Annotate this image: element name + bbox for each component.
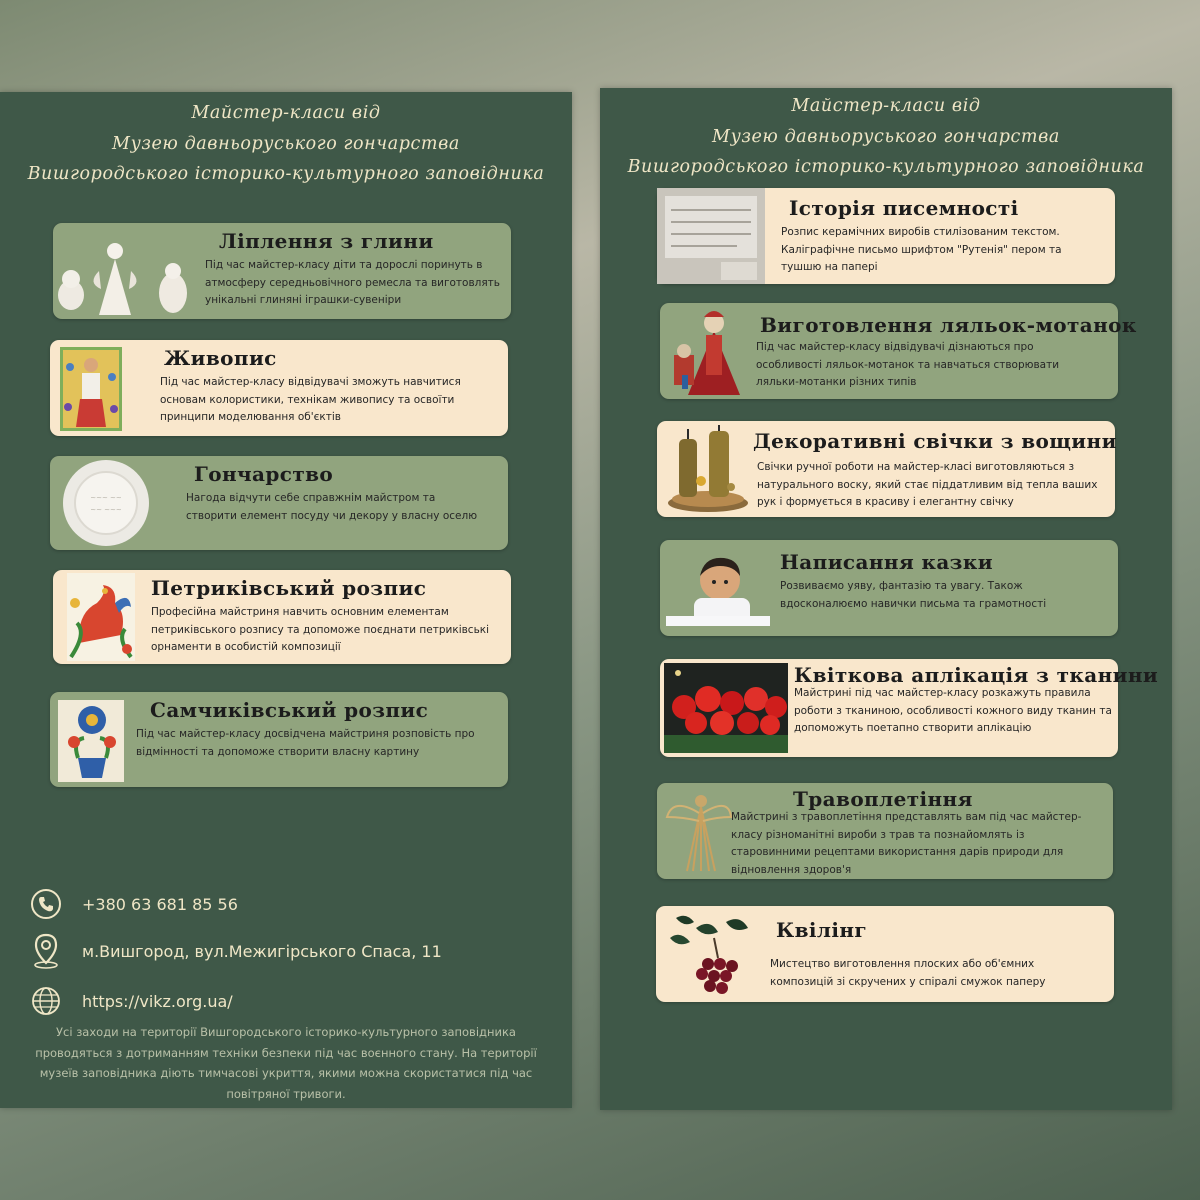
card-description: Розпис керамічних виробів стилізованим текстом. Каліграфічне письмо шрифтом "Рутенія" пером та тушшю на папері bbox=[781, 226, 1062, 273]
right-flyer-panel bbox=[600, 88, 1172, 1110]
svg-text:~~~ ~~: ~~~ ~~ bbox=[90, 494, 122, 502]
card-petrykivka-painting[interactable] bbox=[53, 570, 511, 664]
card-title: Квілінг bbox=[776, 918, 868, 942]
phone-number[interactable]: +380 63 681 85 56 bbox=[82, 894, 238, 914]
card-description: Нагода відчути себе справжнім майстром та створити елемент посуду чи декору у власну оселю bbox=[186, 492, 478, 522]
globe-icon bbox=[30, 985, 62, 1017]
painting-image bbox=[60, 347, 122, 431]
quilling-viburnum-image bbox=[666, 908, 762, 1000]
card-description: Свічки ручної роботи на майстер-класі виготовляються з натурального воску, який стає піддатливим від тепла ваших рук і формується в красиву і елегантну свічку bbox=[757, 461, 1098, 508]
card-description: Майстрині з травоплетіння представлять вам під час майстер-класу різноманітні вироби з трав та познайомлять із старовинними рецептами використання дарів природи для відновлення здоров'я bbox=[731, 811, 1082, 876]
fabric-flowers-image bbox=[664, 663, 788, 753]
samchykivka-flowers-image bbox=[58, 700, 124, 782]
card-straw-weaving[interactable] bbox=[657, 783, 1113, 879]
card-description: Майстрині під час майстер-класу розкажуть правила роботи з тканиною, особливості кожного виду тканин та допоможуть поетапно створити аплікацію bbox=[794, 687, 1112, 734]
card-title: Петриківський розпис bbox=[151, 576, 427, 600]
website-link[interactable]: https://vikz.org.ua/ bbox=[82, 991, 233, 1011]
left-flyer-panel bbox=[0, 92, 572, 1108]
svg-text:~~ ~~~: ~~ ~~~ bbox=[90, 506, 122, 514]
contact-website[interactable] bbox=[30, 984, 233, 1018]
child-thinking-image bbox=[664, 550, 770, 628]
card-title: Травоплетіння bbox=[793, 787, 973, 811]
clay-toys-image bbox=[55, 227, 195, 317]
card-fairy-tale-writing[interactable] bbox=[660, 540, 1118, 636]
header-line-1: Майстер-класи від bbox=[191, 103, 381, 123]
address-text: м.Вишгород, вул.Межигірського Спаса, 11 bbox=[82, 941, 442, 961]
safety-notice: Усі заходи на території Вишгородського історико-культурного заповідника проводяться з дотриманням техніки безпеки під час воєнного стану. На території музеїв заповідника діють тимчасові укриття, якими можна скористатися під час повітряної тривоги. bbox=[35, 1025, 537, 1101]
clay-plate-image bbox=[60, 458, 154, 548]
card-motanka-dolls[interactable] bbox=[660, 303, 1137, 399]
location-pin-icon bbox=[30, 935, 62, 967]
straw-angel-image bbox=[663, 787, 733, 875]
card-clay-modeling[interactable] bbox=[53, 223, 511, 319]
header-line-2: Музею давньоруського гончарства bbox=[712, 127, 1060, 147]
header-line-1: Майстер-класи від bbox=[791, 96, 981, 116]
header-line-3: Вишгородського історико-культурного заповідника bbox=[627, 157, 1145, 177]
ceramic-tablet-image bbox=[657, 188, 765, 284]
card-description: Під час майстер-класу відвідувачі дізнаються про особливості ляльок-мотанок та навчаться створювати ляльки-мотанки різних типів bbox=[756, 341, 1060, 388]
wax-candles-image bbox=[665, 425, 751, 513]
phone-icon bbox=[30, 888, 62, 920]
card-title: Написання казки bbox=[780, 550, 993, 574]
card-description: Мистецтво виготовлення плоских або об'ємних композицій зі скручених у спіралі смужок паперу bbox=[770, 958, 1046, 988]
card-title: Живопис bbox=[164, 346, 277, 370]
card-title: Декоративні свічки з вощини bbox=[753, 429, 1117, 453]
card-pottery[interactable] bbox=[50, 456, 508, 550]
card-title: Виготовлення ляльок-мотанок bbox=[760, 313, 1137, 337]
header-line-3: Вишгородського історико-культурного заповідника bbox=[27, 164, 545, 184]
card-title: Гончарство bbox=[194, 462, 334, 486]
contact-address[interactable] bbox=[30, 934, 442, 968]
card-painting[interactable] bbox=[50, 340, 508, 436]
card-description: Розвиваємо уяву, фантазію та увагу. Також вдосконалюємо навички письма та грамотності bbox=[780, 580, 1047, 610]
petrykivka-rooster-image bbox=[67, 573, 135, 661]
header-line-2: Музею давньоруського гончарства bbox=[112, 134, 460, 154]
card-writing-history[interactable] bbox=[657, 188, 1115, 284]
card-description: Професійна майстриня навчить основним елементам петриківського розпису та допоможе поєднати петриківські орнаменти в особистій композиції bbox=[151, 606, 490, 653]
card-fabric-flower-applique[interactable] bbox=[660, 659, 1159, 757]
card-samchykivka-painting[interactable] bbox=[50, 692, 508, 787]
card-title: Самчиківський розпис bbox=[150, 698, 429, 722]
card-title: Ліплення з глини bbox=[219, 229, 434, 253]
contact-phone[interactable] bbox=[30, 887, 238, 921]
card-title: Історія писемності bbox=[789, 196, 1019, 220]
card-wax-candles[interactable] bbox=[657, 421, 1115, 517]
card-description: Під час майстер-класу діти та дорослі поринуть в атмосферу середньовічного ремесла та виготовлять унікальні глиняні іграшки-сувеніри bbox=[205, 259, 500, 306]
card-quilling[interactable] bbox=[656, 906, 1114, 1002]
card-description: Під час майстер-класу відвідувачі зможуть навчитися основам колористики, технікам живопису та освоїти принципи моделювання об'єктів bbox=[160, 376, 461, 423]
motanka-dolls-image bbox=[668, 305, 758, 397]
card-description: Під час майстер-класу досвідчена майстриня розповість про відмінності та допоможе створити власну картину bbox=[136, 728, 475, 758]
card-title: Квіткова аплікація з тканини bbox=[794, 663, 1159, 687]
